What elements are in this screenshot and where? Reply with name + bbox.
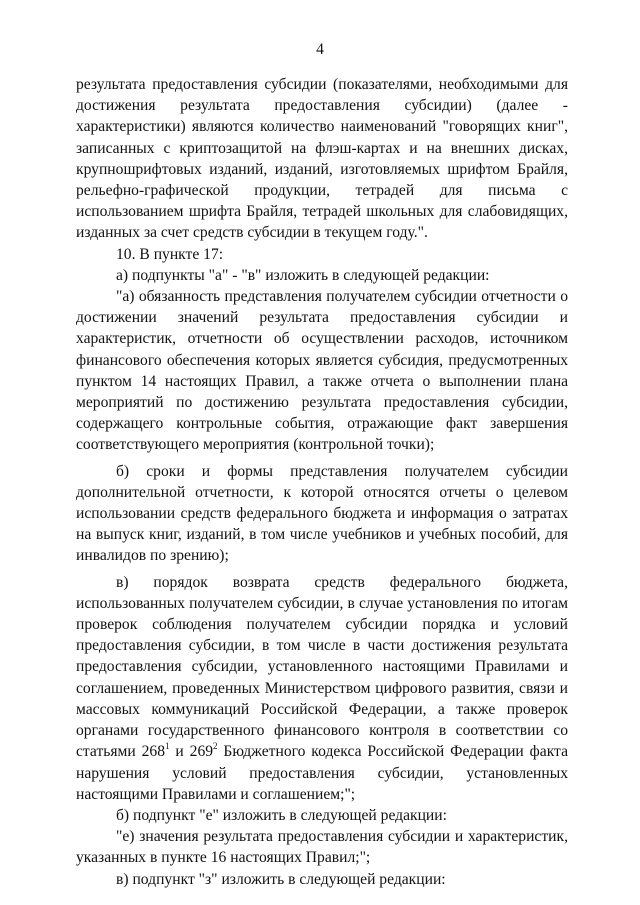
paragraph-6-part-2: и 269: [169, 743, 214, 761]
paragraph-2: 10. В пункте 17:: [116, 245, 224, 263]
paragraph-6-part-1: в) порядок возврата средств федерального бюджета, использованных получателем субсидии, в случае установления по итогам проверок соблюдения получателем субсидии порядка и условий предоставления субсидии, в том числе в части достижения результата предоставления субсидии, установленного настоящими Правилами и соглашением, проведенных Министерством цифрового развития, связи и массовых коммуникаций Российской Федерации, а также проверок органами государственного финансового контроля в соответствии со статьями 268: [76, 573, 568, 761]
paragraph-6-part-3: Бюджетного кодекса Российской Федерации факта нарушения условий предоставления субсидии, установленных настоящими Правилами и соглашением;";: [76, 743, 568, 803]
superscript-1: 1: [165, 741, 170, 752]
paragraph-4: "а) обязанность представления получателем субсидии отчетности о достижении значений результата предоставления субсидии и характеристик, отчетности об осуществлении расходов, источником финансового обеспечения которых является субсидия, предусмотренных пунктом 14 настоящих Правил, а также отчета о выполнении плана мероприятий по достижению результата предоставления субсидии, содержащего контрольные события, отражающие факт завершения соответствующего мероприятия (контрольной точки);: [76, 288, 568, 454]
paragraph-9: в) подпункт "з" изложить в следующей редакции:: [116, 870, 446, 888]
paragraph-6: [76, 572, 568, 805]
document-body: [76, 74, 568, 890]
page-number: 4: [316, 41, 324, 58]
paragraph-1: результата предоставления субсидии (показателями, необходимыми для достижения результата предоставления субсидии) (далее - характеристики) являются количество наименований "говорящих книг", записанных с криптозащитой на флэш-картах и на внешних дисках, крупношрифтовых изданий, изданий, изготовляемых шрифтом Брайля, рельефно-графической продукции, тетрадей для письма с использованием шрифта Брайля, тетрадей школьных для слабовидящих, изданных за счет средств субсидии в текущем году.".: [76, 76, 568, 242]
paragraph-5: б) сроки и формы представления получателем субсидии дополнительной отчетности, к которой относятся отчеты о целевом использовании средств федерального бюджета и информация о затратах на выпуск книг, изданий, в том числе учебников и учебных пособий, для инвалидов по зрению);: [76, 462, 568, 565]
superscript-2: 2: [213, 741, 218, 752]
paragraph-8: "е) значения результата предоставления субсидии и характеристик, указанных в пункте 16 настоящих Правил;";: [76, 828, 568, 867]
paragraph-3: а) подпункты "а" - "в" изложить в следующей редакции:: [116, 266, 490, 284]
paragraph-7: б) подпункт "е" изложить в следующей редакции:: [116, 806, 447, 824]
